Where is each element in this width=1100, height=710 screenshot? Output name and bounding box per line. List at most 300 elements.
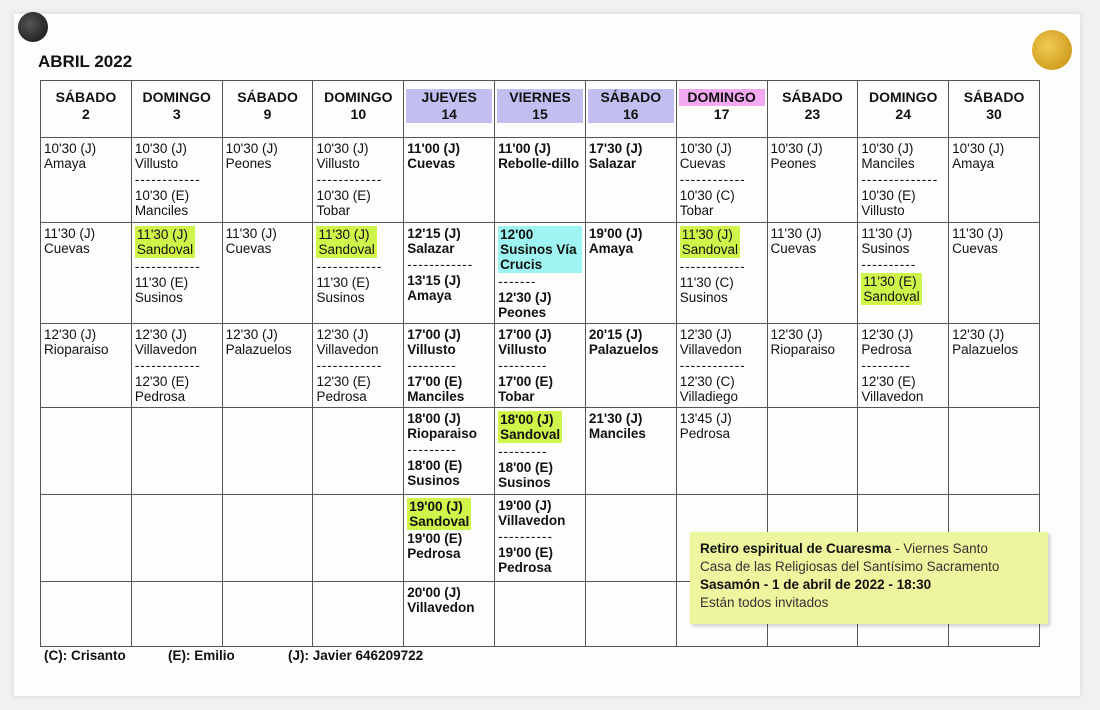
day-name: VIERNES bbox=[497, 89, 583, 106]
mass-entry bbox=[861, 374, 945, 404]
mass-place: Sandoval bbox=[318, 242, 375, 257]
schedule-cell bbox=[313, 223, 404, 324]
schedule-cell bbox=[41, 495, 132, 582]
mass-entry bbox=[44, 226, 128, 256]
schedule-cell bbox=[41, 408, 132, 495]
day-number: 14 bbox=[406, 106, 492, 123]
mass-time: 19'00 (J) bbox=[588, 226, 643, 241]
mass-time: 10'30 (J) bbox=[861, 141, 914, 156]
schedule-cell bbox=[313, 138, 404, 223]
mass-place: Villadiego bbox=[679, 389, 738, 404]
entry-separator: ------------ bbox=[679, 358, 746, 373]
entry-separator: --------- bbox=[498, 358, 548, 373]
mass-place: Amaya bbox=[44, 156, 87, 171]
mass-place: Cuevas bbox=[952, 241, 998, 256]
entry-separator: --------- bbox=[407, 442, 457, 457]
mass-entry bbox=[589, 141, 673, 171]
mass-time: 13'15 (J) bbox=[407, 273, 461, 288]
day-name: DOMINGO bbox=[324, 89, 393, 105]
mass-entry bbox=[589, 226, 673, 256]
mass-time: 10'30 (E) bbox=[134, 188, 190, 203]
note-venue: Casa de las Religiosas del Santísimo Sacramento bbox=[700, 559, 1000, 574]
mass-time: 10'30 (E) bbox=[316, 188, 371, 203]
schedule-cell bbox=[495, 223, 586, 324]
mass-time: 18'00 (J) bbox=[500, 412, 554, 427]
entry-separator: ---------- bbox=[861, 257, 917, 272]
mass-place: Salazar bbox=[407, 241, 455, 256]
mass-place: Rioparaiso bbox=[407, 426, 478, 441]
entry-separator: ------------ bbox=[679, 172, 746, 187]
note-date-place: Sasamón - 1 de abril de 2022 - 18:30 bbox=[700, 577, 932, 592]
mass-time: 10'30 (J) bbox=[770, 141, 823, 156]
mass-place: Palazuelos bbox=[588, 342, 659, 357]
mass-entry bbox=[680, 275, 764, 305]
schedule-cell bbox=[858, 324, 949, 408]
schedule-cell bbox=[858, 223, 949, 324]
entry-separator: ------------ bbox=[316, 358, 383, 373]
mass-time: 10'30 (J) bbox=[225, 141, 278, 156]
mass-time: 12'30 (J) bbox=[770, 327, 823, 342]
mass-place: Villusto bbox=[134, 156, 179, 171]
day-header bbox=[41, 81, 132, 138]
day-name: SÁBADO bbox=[782, 89, 843, 105]
day-header bbox=[858, 81, 949, 138]
entry-separator: -------------- bbox=[861, 172, 939, 187]
mass-place: Villusto bbox=[407, 342, 456, 357]
mass-place: Tobar bbox=[679, 203, 714, 218]
schedule-cell bbox=[131, 138, 222, 223]
schedule-cell bbox=[131, 223, 222, 324]
mass-time: 10'30 (J) bbox=[316, 141, 369, 156]
mass-place: Susinos Vía Crucis bbox=[500, 242, 577, 272]
schedule-cell bbox=[222, 582, 313, 647]
day-header bbox=[404, 81, 495, 138]
entry-separator: ------------ bbox=[316, 172, 383, 187]
mass-entry bbox=[589, 327, 673, 357]
schedule-cell bbox=[767, 223, 858, 324]
mass-place: Villusto bbox=[861, 203, 905, 218]
mass-place: Cuevas bbox=[44, 241, 90, 256]
entry-separator: ------------ bbox=[316, 259, 383, 274]
mass-entry bbox=[680, 327, 764, 357]
day-number: 2 bbox=[82, 106, 90, 122]
schedule-cell bbox=[585, 495, 676, 582]
day-number: 9 bbox=[263, 106, 272, 122]
schedule-cell bbox=[222, 495, 313, 582]
mass-place: Pedrosa bbox=[407, 546, 461, 561]
mass-entry bbox=[498, 327, 582, 357]
schedule-cell bbox=[495, 324, 586, 408]
entry-separator: --------- bbox=[407, 358, 457, 373]
mass-entry bbox=[44, 327, 128, 357]
yellow-pushpin-icon bbox=[1032, 30, 1072, 70]
mass-entry bbox=[44, 141, 128, 171]
mass-entry bbox=[316, 141, 400, 171]
schedule-cell bbox=[404, 223, 495, 324]
mass-place: Cuevas bbox=[225, 241, 272, 256]
schedule-cell bbox=[404, 495, 495, 582]
green-highlight bbox=[316, 226, 376, 258]
mass-time: 12'30 (C) bbox=[679, 374, 735, 389]
entry-separator: ------------ bbox=[134, 259, 201, 274]
mass-time: 11'30 (J) bbox=[681, 227, 733, 242]
mass-time: 11'30 (E) bbox=[316, 275, 370, 290]
day-name: SÁBADO bbox=[588, 89, 674, 106]
mass-place: Sandoval bbox=[863, 289, 920, 304]
mass-place: Pedrosa bbox=[316, 389, 367, 404]
mass-time: 10'30 (E) bbox=[861, 188, 916, 203]
schedule-cell bbox=[404, 138, 495, 223]
mass-entry bbox=[407, 226, 491, 256]
mass-place: Tobar bbox=[316, 203, 351, 218]
mass-entry bbox=[316, 374, 400, 404]
mass-time: 11'30 (J) bbox=[318, 227, 370, 242]
mass-time: 11'30 (J) bbox=[952, 226, 1004, 241]
mass-time: 12'30 (J) bbox=[952, 327, 1005, 342]
table-row bbox=[41, 324, 1040, 408]
table-row bbox=[41, 138, 1040, 223]
day-number: 10 bbox=[350, 106, 367, 122]
page-title: ABRIL 2022 bbox=[38, 52, 133, 71]
mass-time: 17'30 (J) bbox=[588, 141, 643, 156]
mass-time: 11'00 (J) bbox=[407, 141, 460, 156]
day-name: DOMINGO bbox=[142, 89, 211, 105]
mass-entry bbox=[226, 141, 310, 171]
schedule-cell bbox=[676, 324, 767, 408]
cyan-highlight bbox=[498, 226, 582, 273]
mass-place: Peones bbox=[498, 305, 547, 320]
mass-place: Peones bbox=[770, 156, 817, 171]
day-name: JUEVES bbox=[406, 89, 492, 106]
mass-entry bbox=[680, 226, 764, 258]
schedule-cell bbox=[949, 138, 1040, 223]
mass-entry bbox=[407, 498, 491, 530]
mass-place: Villavedon bbox=[316, 342, 379, 357]
mass-entry bbox=[498, 226, 582, 273]
mass-entry bbox=[771, 141, 855, 171]
mass-entry bbox=[498, 374, 582, 404]
schedule-cell bbox=[585, 408, 676, 495]
mass-place: Villusto bbox=[316, 156, 360, 171]
mass-place: Manciles bbox=[588, 426, 646, 441]
mass-time: 17'00 (E) bbox=[498, 374, 554, 389]
header-row bbox=[41, 81, 1040, 138]
day-header bbox=[131, 81, 222, 138]
mass-time: 20'00 (J) bbox=[407, 585, 461, 600]
mass-time: 21'30 (J) bbox=[588, 411, 643, 426]
mass-time: 11'30 (E) bbox=[863, 274, 917, 289]
mass-time: 10'30 (C) bbox=[679, 188, 735, 203]
mass-time: 12'30 (J) bbox=[861, 327, 914, 342]
schedule-cell bbox=[222, 223, 313, 324]
day-number: 3 bbox=[172, 106, 181, 122]
mass-place: Rebolle-dillo bbox=[498, 156, 580, 171]
mass-entry bbox=[226, 226, 310, 256]
table-row bbox=[41, 223, 1040, 324]
mass-place: Villavedon bbox=[134, 342, 197, 357]
mass-entry bbox=[498, 411, 582, 443]
mass-place: Sandoval bbox=[136, 242, 194, 257]
green-highlight bbox=[861, 273, 921, 305]
mass-entry bbox=[135, 374, 219, 404]
day-header bbox=[585, 81, 676, 138]
mass-entry bbox=[861, 141, 945, 171]
mass-entry bbox=[952, 226, 1036, 256]
note-invitation: Están todos invitados bbox=[700, 595, 829, 610]
entry-separator: --------- bbox=[861, 358, 911, 373]
schedule-cell bbox=[313, 582, 404, 647]
mass-time: 18'00 (J) bbox=[407, 411, 461, 426]
mass-entry bbox=[407, 411, 491, 441]
legend-javier: (J): Javier 646209722 bbox=[288, 648, 424, 663]
entry-separator: ------- bbox=[498, 274, 537, 289]
mass-entry bbox=[861, 188, 945, 218]
mass-time: 11'30 (J) bbox=[225, 226, 277, 241]
entry-separator: ------------ bbox=[134, 172, 201, 187]
mass-place: Rioparaiso bbox=[44, 342, 109, 357]
entry-separator: ------------ bbox=[407, 257, 474, 272]
mass-entry bbox=[952, 327, 1036, 357]
schedule-cell bbox=[404, 324, 495, 408]
mass-place: Cuevas bbox=[770, 241, 817, 256]
mass-place: Cuevas bbox=[407, 156, 456, 171]
black-pushpin-icon bbox=[18, 12, 48, 42]
entry-separator: --------- bbox=[498, 444, 548, 459]
schedule-cell bbox=[41, 582, 132, 647]
schedule-cell bbox=[858, 408, 949, 495]
mass-time: 11'00 (J) bbox=[498, 141, 551, 156]
schedule-cell bbox=[41, 223, 132, 324]
day-name: DOMINGO bbox=[679, 89, 765, 106]
mass-place: Villusto bbox=[498, 342, 547, 357]
schedule-cell bbox=[313, 408, 404, 495]
schedule-cell bbox=[222, 138, 313, 223]
schedule-cell bbox=[131, 495, 222, 582]
mass-time: 18'00 (E) bbox=[498, 460, 554, 475]
mass-place: Susinos bbox=[134, 290, 183, 305]
mass-place: Villavedon bbox=[407, 600, 475, 615]
schedule-cell bbox=[131, 408, 222, 495]
mass-entry bbox=[407, 327, 491, 357]
green-highlight bbox=[498, 411, 562, 443]
day-header bbox=[313, 81, 404, 138]
table-row bbox=[41, 408, 1040, 495]
mass-entry bbox=[226, 327, 310, 357]
schedule-cell bbox=[495, 495, 586, 582]
mass-place: Villavedon bbox=[861, 389, 924, 404]
mass-entry bbox=[407, 273, 491, 303]
mass-time: 17'00 (J) bbox=[407, 327, 461, 342]
mass-place: Amaya bbox=[407, 288, 452, 303]
mass-entry bbox=[861, 327, 945, 357]
mass-time: 10'30 (J) bbox=[134, 141, 187, 156]
schedule-cell bbox=[585, 223, 676, 324]
schedule-cell bbox=[767, 138, 858, 223]
green-highlight bbox=[407, 498, 471, 530]
mass-entry bbox=[771, 327, 855, 357]
mass-entry bbox=[589, 411, 673, 441]
mass-time: 12'30 (E) bbox=[861, 374, 916, 389]
mass-place: Sandoval bbox=[500, 427, 561, 442]
mass-time: 12'30 (J) bbox=[498, 290, 552, 305]
legend-crisanto: (C): Crisanto bbox=[44, 648, 126, 663]
entry-separator: ------------ bbox=[679, 259, 746, 274]
schedule-cell bbox=[949, 223, 1040, 324]
mass-entry bbox=[680, 374, 764, 404]
schedule-cell bbox=[676, 408, 767, 495]
schedule-cell bbox=[131, 324, 222, 408]
mass-place: Pedrosa bbox=[679, 426, 730, 441]
mass-entry bbox=[771, 226, 855, 256]
mass-place: Villavedon bbox=[679, 342, 742, 357]
mass-entry bbox=[407, 141, 491, 171]
mass-time: 11'30 (J) bbox=[44, 226, 96, 241]
mass-entry bbox=[135, 188, 219, 218]
schedule-cell bbox=[404, 582, 495, 647]
day-number: 17 bbox=[713, 106, 730, 122]
day-header bbox=[222, 81, 313, 138]
mass-place: Palazuelos bbox=[225, 342, 292, 357]
entry-separator: ---------- bbox=[498, 529, 554, 544]
mass-place: Salazar bbox=[588, 156, 637, 171]
mass-entry bbox=[952, 141, 1036, 171]
mass-time: 10'30 (J) bbox=[679, 141, 732, 156]
mass-place: Tobar bbox=[498, 389, 535, 404]
mass-place: Palazuelos bbox=[952, 342, 1019, 357]
day-number: 24 bbox=[895, 106, 911, 122]
mass-entry bbox=[407, 458, 491, 488]
day-number: 16 bbox=[588, 106, 674, 123]
schedule-cell bbox=[222, 408, 313, 495]
mass-time: 19'00 (E) bbox=[407, 531, 463, 546]
day-name: SÁBADO bbox=[237, 89, 298, 105]
mass-entry bbox=[498, 141, 582, 171]
schedule-cell bbox=[767, 324, 858, 408]
mass-entry bbox=[135, 275, 219, 305]
mass-place: Pedrosa bbox=[861, 342, 912, 357]
day-header bbox=[767, 81, 858, 138]
mass-time: 18'00 (E) bbox=[407, 458, 463, 473]
mass-time: 12'30 (J) bbox=[316, 327, 369, 342]
mass-entry bbox=[316, 327, 400, 357]
mass-time: 12'00 bbox=[500, 227, 534, 242]
schedule-cell bbox=[41, 324, 132, 408]
schedule-cell bbox=[585, 138, 676, 223]
day-number: 23 bbox=[804, 106, 821, 122]
mass-place: Amaya bbox=[588, 241, 634, 256]
day-number: 30 bbox=[986, 106, 1002, 122]
mass-entry bbox=[498, 498, 582, 528]
schedule-cell bbox=[858, 138, 949, 223]
retreat-sticky-note bbox=[690, 532, 1048, 624]
mass-time: 11'30 (J) bbox=[136, 227, 188, 242]
mass-place: Susinos bbox=[498, 475, 551, 490]
legend-emilio: (E): Emilio bbox=[168, 648, 235, 663]
mass-entry bbox=[680, 411, 764, 441]
day-header bbox=[949, 81, 1040, 138]
mass-time: 12'30 (J) bbox=[134, 327, 187, 342]
mass-time: 10'30 (J) bbox=[952, 141, 1005, 156]
mass-entry bbox=[498, 545, 582, 575]
mass-time: 17'00 (J) bbox=[498, 327, 552, 342]
note-event-day: - Viernes Santo bbox=[891, 541, 988, 556]
schedule-cell bbox=[131, 582, 222, 647]
mass-place: Villavedon bbox=[498, 513, 566, 528]
mass-time: 12'30 (J) bbox=[44, 327, 97, 342]
green-highlight bbox=[135, 226, 195, 258]
mass-time: 11'30 (J) bbox=[770, 226, 822, 241]
mass-place: Manciles bbox=[407, 389, 465, 404]
mass-place: Peones bbox=[225, 156, 272, 171]
entry-separator: ------------ bbox=[134, 358, 201, 373]
mass-place: Cuevas bbox=[679, 156, 726, 171]
mass-place: Sandoval bbox=[409, 514, 470, 529]
schedule-cell bbox=[495, 408, 586, 495]
day-name: SÁBADO bbox=[55, 89, 117, 105]
mass-time: 19'00 (J) bbox=[498, 498, 552, 513]
mass-entry bbox=[316, 226, 400, 258]
mass-time: 12'15 (J) bbox=[407, 226, 461, 241]
mass-entry bbox=[135, 141, 219, 171]
mass-place: Amaya bbox=[952, 156, 995, 171]
mass-entry bbox=[680, 141, 764, 171]
mass-place: Susinos bbox=[679, 290, 728, 305]
mass-entry bbox=[407, 374, 491, 404]
schedule-cell bbox=[767, 408, 858, 495]
schedule-cell bbox=[676, 223, 767, 324]
mass-place: Manciles bbox=[861, 156, 915, 171]
day-header bbox=[676, 81, 767, 138]
mass-time: 20'15 (J) bbox=[588, 327, 643, 342]
mass-time: 12'30 (E) bbox=[134, 374, 190, 389]
mass-entry bbox=[498, 290, 582, 320]
mass-time: 13'45 (J) bbox=[679, 411, 732, 426]
mass-time: 12'30 (J) bbox=[679, 327, 732, 342]
mass-time: 11'30 (C) bbox=[679, 275, 734, 290]
mass-place: Susinos bbox=[316, 290, 365, 305]
schedule-cell bbox=[949, 324, 1040, 408]
mass-place: Sandoval bbox=[681, 242, 738, 257]
day-number: 15 bbox=[497, 106, 583, 123]
mass-entry bbox=[861, 226, 945, 256]
mass-time: 12'30 (J) bbox=[225, 327, 278, 342]
mass-time: 11'30 (E) bbox=[134, 275, 189, 290]
mass-place: Susinos bbox=[861, 241, 910, 256]
mass-place: Pedrosa bbox=[134, 389, 186, 404]
schedule-cell bbox=[676, 138, 767, 223]
note-event-title: Retiro espiritual de Cuaresma bbox=[700, 541, 892, 556]
day-header bbox=[495, 81, 586, 138]
mass-time: 11'30 (J) bbox=[861, 226, 913, 241]
mass-entry bbox=[135, 226, 219, 258]
schedule-cell bbox=[41, 138, 132, 223]
mass-entry bbox=[135, 327, 219, 357]
mass-entry bbox=[407, 585, 491, 615]
mass-entry bbox=[498, 460, 582, 490]
mass-place: Rioparaiso bbox=[770, 342, 836, 357]
schedule-cell bbox=[404, 408, 495, 495]
mass-entry bbox=[861, 273, 945, 305]
mass-time: 10'30 (J) bbox=[44, 141, 97, 156]
mass-entry bbox=[407, 531, 491, 561]
mass-entry bbox=[316, 188, 400, 218]
mass-time: 17'00 (E) bbox=[407, 374, 463, 389]
schedule-cell bbox=[222, 324, 313, 408]
day-name: SÁBADO bbox=[963, 89, 1025, 105]
mass-place: Susinos bbox=[407, 473, 460, 488]
schedule-cell bbox=[585, 324, 676, 408]
schedule-cell bbox=[495, 582, 586, 647]
